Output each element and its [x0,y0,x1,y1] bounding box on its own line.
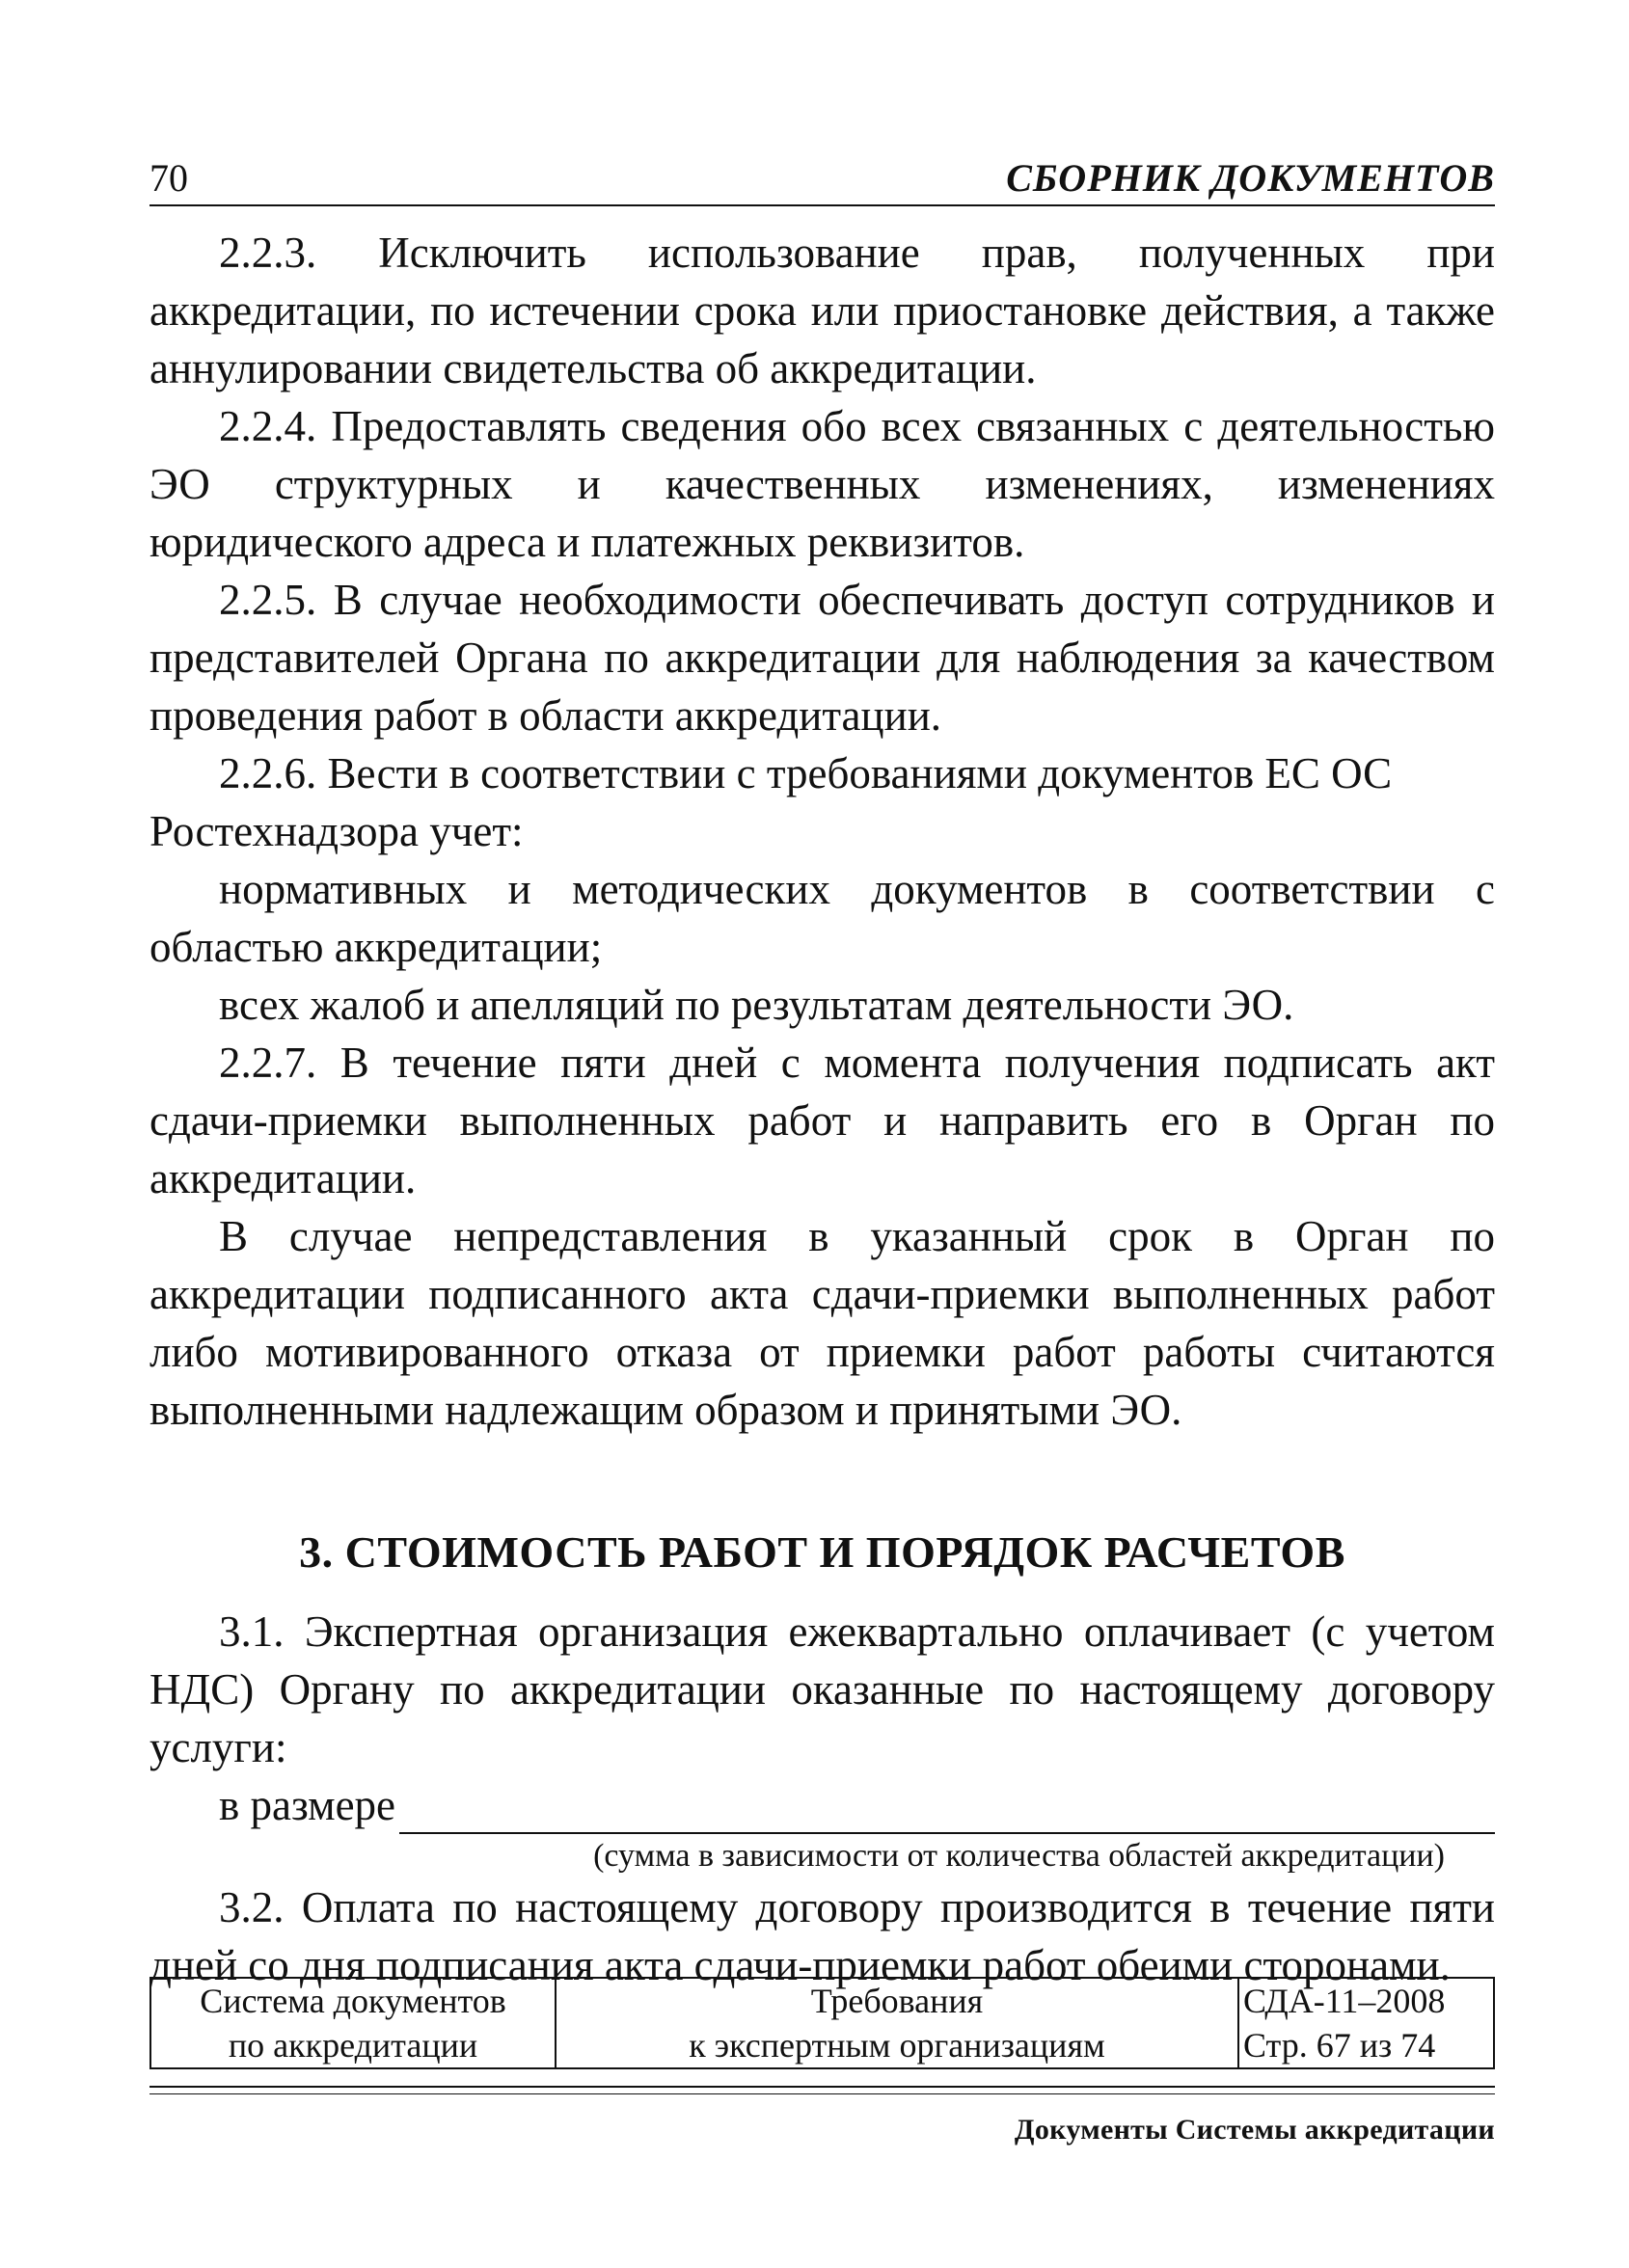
system-line-2: по аккредитации [228,2026,478,2065]
document-code: СДА-11–2008 [1243,1982,1446,2020]
paragraph-2-2-4: 2.2.4. Предоставлять сведения обо всех связанных с деятельностью ЭО структурных и качественных изменениях, изменениях юридического адреса и платежных реквизитов. [149,402,1495,566]
document-footer-table [149,1977,1495,2069]
paragraph-2-2-6: 2.2.6. Вести в соответствии с требованиями документов ЕС ОС Ростехнадзора учет: [149,749,1393,855]
code-cell [1238,1978,1494,2068]
amount-fill-line [149,1776,1495,1834]
requirements-cell [556,1978,1238,2068]
body-text [149,224,1495,1994]
paragraph-2-2-7-continuation: В случае непредставления в указанный срок в Орган по аккредитации подписанного акта сдачи-приемки выполненных работ либо мотивированного отказа от приемки работ работы считаются выполненными надлежащим образом и принятыми ЭО. [149,1212,1495,1434]
page-number: 70 [149,156,188,200]
section-heading: 3. СТОИМОСТЬ РАБОТ И ПОРЯДОК РАСЧЕТОВ [299,1527,1345,1577]
paragraph-3-1: 3.1. Экспертная организация ежеквартально оплачивает (с учетом НДС) Органу по аккредитации оказанные по настоящему договору услуги: [149,1607,1495,1771]
footer-divider [149,2086,1495,2088]
system-line-1: Система документов [200,1982,506,2020]
paragraph-2-2-6-item-1: нормативных и методических документов в соответствии с областью аккредитации; [149,865,1495,971]
page-info: Стр. 67 из 74 [1243,2026,1436,2065]
amount-caption: (сумма в зависимости от количества областей аккредитации) [593,1838,1445,1874]
system-cell [150,1978,556,2068]
amount-label: в размере [219,1781,396,1829]
paragraph-2-2-7: 2.2.7. В течение пяти дней с момента получения подписать акт сдачи-приемки выполненных работ и направить его в Орган по аккредитации. [149,1039,1495,1202]
paragraph-2-2-5: 2.2.5. В случае необходимости обеспечивать доступ сотрудников и представителей Органа по аккредитации для наблюдения за качеством проведения работ в области аккредитации. [149,576,1495,740]
paragraph-2-2-3: 2.2.3. Исключить использование прав, полученных при аккредитации, по истечении срока или приостановке действия, а также аннулировании свидетельства об аккредитации. [149,229,1495,392]
paragraph-3-2: 3.2. Оплата по настоящему договору производится в течение пяти дней со дня подписания акта сдачи-приемки работ обеими сторонами. [149,1883,1495,1989]
running-title: СБОРНИК ДОКУМЕНТОВ [1006,156,1495,200]
amount-blank [399,1790,1495,1834]
running-header [149,156,1495,206]
footer-divider-thin [149,2093,1495,2094]
requirements-line-1: Требования [810,1982,984,2020]
requirements-line-2: к экспертным организациям [689,2026,1105,2065]
footer-note: Документы Системы аккредитации [1014,2114,1495,2146]
paragraph-2-2-6-item-2: всех жалоб и апелляций по результатам деятельности ЭО. [219,981,1294,1029]
